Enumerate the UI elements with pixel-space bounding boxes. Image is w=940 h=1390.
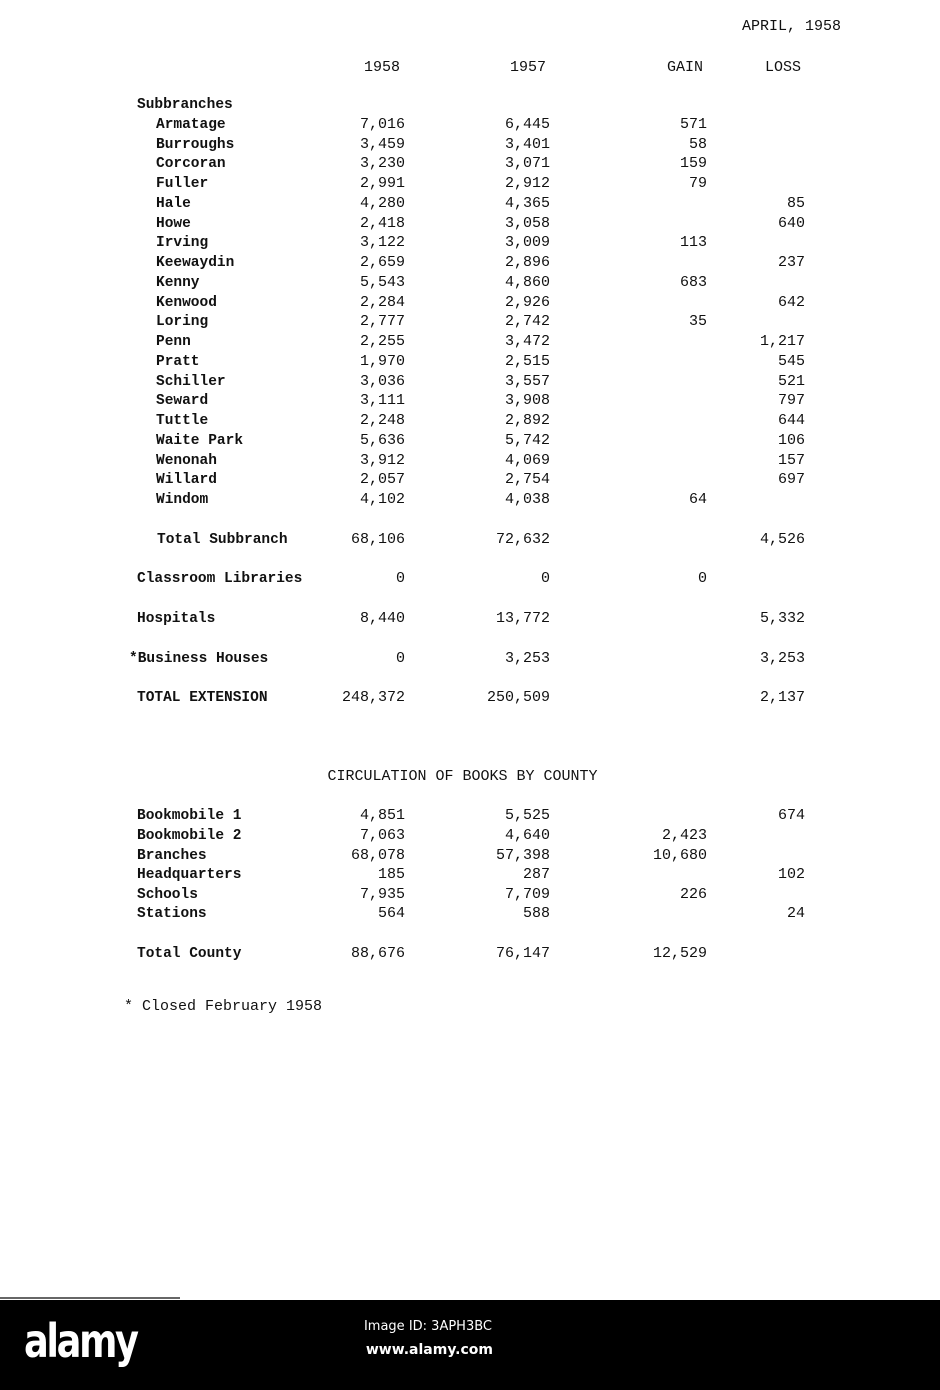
cell-gain: 64	[688, 491, 707, 509]
cell-y1958: 564	[377, 905, 405, 922]
row-label: Total County	[137, 946, 242, 962]
cell-y1958: 3,459	[359, 135, 405, 153]
cell-y1957: 287	[522, 866, 550, 883]
cell-loss: 85	[786, 194, 805, 212]
cell-y1958: 7,016	[359, 116, 405, 133]
row-label: Branches	[137, 848, 207, 864]
cell-y1958: 5,636	[359, 431, 405, 449]
report-date: APRIL, 1958	[742, 18, 842, 35]
cell-y1958: 2,057	[359, 471, 405, 489]
row-label: Classroom Libraries	[137, 571, 303, 587]
cell-y1958: 2,991	[359, 175, 405, 193]
cell-y1957: 2,754	[504, 471, 550, 489]
cell-y1958: 7,935	[359, 886, 405, 903]
cell-y1957: 3,009	[504, 234, 550, 252]
cell-y1957: 5,525	[504, 807, 550, 824]
row-label: Keewaydin	[156, 255, 235, 272]
cell-loss: 5,332	[759, 610, 805, 627]
row-label: TOTAL EXTENSION	[137, 690, 268, 706]
cell-loss: 642	[777, 293, 805, 311]
cell-gain: 12,529	[652, 945, 707, 962]
column-header-gain: GAIN	[666, 59, 703, 76]
image-id: Image ID: 3APH3BC	[363, 1319, 492, 1334]
column-header-1958: 1958	[363, 59, 400, 76]
cell-y1957: 0	[540, 570, 550, 587]
cell-y1957: 588	[522, 905, 550, 922]
cell-loss: 24	[786, 905, 805, 922]
cell-y1957: 5,742	[504, 431, 550, 449]
cell-y1958: 2,284	[359, 293, 405, 311]
cell-loss: 644	[777, 412, 805, 430]
cell-gain: 2,423	[661, 827, 707, 844]
cell-y1957: 2,515	[504, 352, 550, 370]
cell-y1958: 3,230	[359, 155, 405, 173]
cell-loss: 640	[777, 214, 805, 232]
cell-loss: 237	[777, 254, 805, 272]
cell-y1958: 3,122	[359, 234, 405, 252]
row-label: Penn	[156, 334, 191, 351]
cell-gain: 226	[679, 886, 707, 903]
row-label: Fuller	[156, 176, 209, 193]
cell-y1958: 0	[395, 570, 405, 587]
cell-loss: 521	[777, 372, 805, 390]
row-label: Seward	[156, 393, 209, 410]
cell-y1958: 88,676	[350, 945, 405, 962]
row-label: Wenonah	[156, 452, 217, 469]
cell-gain: 113	[679, 234, 707, 252]
cell-loss: 4,526	[759, 531, 805, 548]
cell-y1958: 8,440	[359, 610, 405, 627]
cell-y1958: 2,777	[359, 313, 405, 331]
cell-loss: 797	[777, 392, 805, 410]
cell-y1957: 3,058	[504, 214, 550, 232]
row-label: Headquarters	[137, 867, 242, 883]
row-label: *Business Houses	[129, 651, 269, 667]
county-section-title: CIRCULATION OF BOOKS BY COUNTY	[327, 768, 598, 785]
row-label: Armatage	[156, 117, 226, 133]
cell-y1957: 3,557	[504, 372, 550, 390]
alamy-logo: alamy	[24, 1314, 137, 1368]
watermark-site: www.alamy.com	[365, 1342, 493, 1358]
row-label: Loring	[156, 314, 209, 331]
cell-y1957: 3,472	[504, 333, 550, 351]
cell-y1958: 2,418	[359, 214, 405, 232]
cell-y1958: 3,912	[359, 451, 405, 469]
row-label: Total Subbranch	[157, 532, 288, 548]
cell-y1957: 4,069	[504, 451, 550, 469]
cell-gain: 159	[679, 155, 707, 173]
cell-y1958: 4,280	[359, 194, 405, 212]
cell-y1958: 2,255	[359, 333, 405, 351]
row-label: Corcoran	[156, 156, 226, 173]
row-label: Schools	[137, 887, 198, 903]
cell-y1958: 7,063	[359, 827, 405, 844]
cell-y1957: 2,912	[504, 175, 550, 193]
cell-y1958: 68,106	[350, 531, 405, 548]
cell-y1958: 4,851	[359, 807, 405, 824]
cell-gain: 571	[679, 116, 707, 133]
cell-y1957: 13,772	[495, 610, 550, 627]
subbranches-heading: Subbranches	[137, 97, 233, 113]
cell-loss: 106	[777, 431, 805, 449]
cell-gain: 0	[697, 570, 707, 587]
cell-loss: 102	[777, 866, 805, 883]
cell-y1957: 250,509	[486, 689, 550, 706]
cell-y1958: 1,970	[359, 352, 405, 370]
row-label: Schiller	[156, 373, 226, 390]
cell-loss: 545	[777, 352, 805, 370]
cell-loss: 3,253	[759, 650, 805, 667]
cell-y1957: 57,398	[495, 847, 550, 864]
cell-y1957: 2,892	[504, 412, 550, 430]
cell-loss: 697	[777, 471, 805, 489]
cell-y1957: 3,908	[504, 392, 550, 410]
row-label: Hale	[156, 195, 191, 212]
cell-y1957: 7,709	[504, 886, 550, 903]
cell-y1957: 2,926	[504, 293, 550, 311]
row-label: Bookmobile 2	[137, 828, 242, 844]
cell-gain: 35	[688, 313, 707, 331]
cell-y1958: 5,543	[359, 273, 405, 291]
cell-y1957: 3,253	[504, 650, 550, 667]
cell-y1957: 2,742	[504, 313, 550, 331]
cell-y1957: 3,401	[504, 135, 550, 153]
cell-y1958: 2,659	[359, 254, 405, 272]
cell-y1958: 4,102	[359, 491, 405, 509]
watermark-banner	[0, 1300, 940, 1390]
cell-y1958: 68,078	[350, 847, 405, 864]
cell-y1957: 4,640	[504, 827, 550, 844]
cell-y1957: 4,365	[504, 194, 550, 212]
cell-y1957: 4,038	[504, 491, 550, 509]
cell-loss: 1,217	[759, 333, 805, 351]
row-label: Tuttle	[156, 413, 209, 430]
cell-gain: 58	[688, 135, 707, 153]
cell-y1957: 3,071	[504, 155, 550, 173]
cell-y1958: 248,372	[341, 689, 405, 706]
row-label: Irving	[156, 235, 209, 252]
row-label: Burroughs	[156, 136, 235, 153]
cell-y1958: 2,248	[359, 412, 405, 430]
row-label: Stations	[137, 906, 207, 922]
cell-gain: 683	[679, 273, 707, 291]
page-edge	[0, 1297, 180, 1299]
cell-y1957: 76,147	[495, 945, 550, 962]
row-label: Waite Park	[156, 432, 244, 449]
cell-y1957: 6,445	[504, 116, 550, 133]
cell-gain: 10,680	[652, 847, 707, 864]
column-header-loss: LOSS	[764, 59, 801, 76]
cell-y1958: 185	[377, 866, 405, 883]
row-label: Hospitals	[137, 611, 216, 627]
cell-y1957: 2,896	[504, 254, 550, 272]
row-label: Kenny	[156, 274, 200, 291]
cell-y1958: 3,036	[359, 372, 405, 390]
cell-gain: 79	[688, 175, 707, 193]
cell-loss: 2,137	[759, 689, 805, 706]
cell-y1958: 0	[395, 650, 405, 667]
cell-y1957: 4,860	[504, 273, 550, 291]
row-label: Kenwood	[156, 294, 217, 311]
cell-loss: 157	[777, 451, 805, 469]
row-label: Pratt	[156, 353, 200, 370]
cell-loss: 674	[777, 807, 805, 824]
footnote: * Closed February 1958	[124, 998, 323, 1015]
column-header-1957: 1957	[509, 59, 546, 76]
row-label: Howe	[156, 215, 191, 232]
cell-y1958: 3,111	[359, 392, 405, 410]
row-label: Windom	[156, 492, 209, 509]
row-label: Bookmobile 1	[137, 808, 242, 824]
cell-y1957: 72,632	[495, 531, 550, 548]
row-label: Willard	[156, 472, 217, 489]
